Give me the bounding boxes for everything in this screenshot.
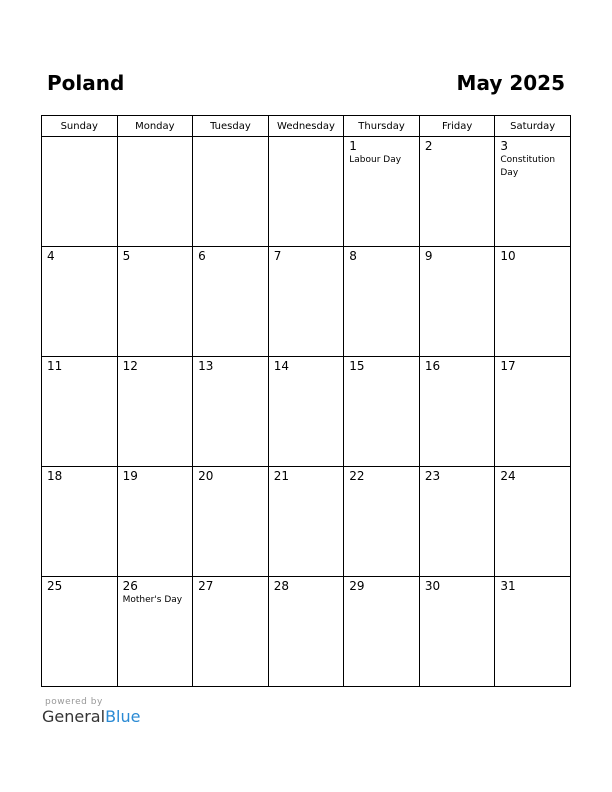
day-cell [419, 137, 495, 247]
weekday-header-monday: Monday [117, 116, 193, 137]
day-cell [344, 137, 420, 247]
day-cell [268, 247, 344, 357]
week-row [42, 467, 571, 577]
holiday-label: Constitution Day [500, 155, 556, 178]
day-cell [344, 247, 420, 357]
day-number: 26 [122, 579, 138, 593]
day-number: 19 [122, 469, 138, 483]
day-number: 30 [424, 579, 441, 593]
holiday-label: Mother's Day [122, 595, 183, 605]
day-number: 3 [500, 139, 509, 153]
day-number: 7 [273, 249, 282, 263]
weekday-header-friday: Friday [419, 116, 495, 137]
day-cell [193, 467, 269, 577]
weekday-header-saturday: Saturday [495, 116, 571, 137]
day-cell [495, 247, 571, 357]
day-cell [42, 357, 118, 467]
day-number: 13 [198, 359, 214, 373]
day-cell [117, 137, 193, 247]
week-row [42, 577, 571, 687]
day-cell [268, 577, 344, 687]
brand-logo [42, 707, 140, 726]
day-number: 8 [349, 249, 357, 263]
day-cell [42, 247, 118, 357]
day-cell [42, 467, 118, 577]
day-number: 10 [500, 249, 516, 263]
weekday-header-sunday: Sunday [42, 116, 118, 137]
day-cell [495, 357, 571, 467]
day-number: 29 [349, 579, 365, 593]
day-number: 22 [349, 469, 365, 483]
day-number: 6 [198, 249, 206, 263]
day-number: 21 [273, 469, 289, 483]
day-number: 1 [349, 139, 357, 153]
weekday-header-thursday: Thursday [344, 116, 420, 137]
day-number: 31 [500, 579, 516, 593]
day-cell [419, 357, 495, 467]
day-cell [42, 577, 118, 687]
day-cell [419, 247, 495, 357]
month-title: May 2025 [456, 71, 565, 95]
powered-by-text: powered by [45, 697, 103, 707]
day-cell [268, 357, 344, 467]
day-number: 4 [47, 249, 55, 263]
day-number: 23 [424, 469, 441, 483]
calendar-body [42, 137, 571, 687]
day-number: 18 [47, 469, 63, 483]
day-number: 28 [273, 579, 289, 593]
week-row [42, 247, 571, 357]
day-cell [42, 137, 118, 247]
day-number: 24 [500, 469, 516, 483]
day-cell [193, 137, 269, 247]
day-cell [419, 467, 495, 577]
day-number: 27 [198, 579, 214, 593]
day-cell [344, 577, 420, 687]
day-cell [117, 467, 193, 577]
country-title: Poland [47, 71, 125, 95]
calendar-grid [41, 115, 571, 687]
day-number: 9 [424, 249, 433, 263]
day-number: 15 [349, 359, 365, 373]
day-cell [117, 577, 193, 687]
day-cell [268, 137, 344, 247]
day-number: 14 [273, 359, 289, 373]
week-row [42, 137, 571, 247]
week-row [42, 357, 571, 467]
weekday-header-row [42, 116, 571, 137]
day-cell [495, 137, 571, 247]
day-number: 20 [198, 469, 214, 483]
day-cell [344, 467, 420, 577]
weekday-header-wednesday: Wednesday [268, 116, 344, 137]
day-number: 17 [500, 359, 516, 373]
day-cell [495, 577, 571, 687]
brand-name-part2: Blue [105, 707, 141, 726]
day-cell [344, 357, 420, 467]
day-cell [419, 577, 495, 687]
weekday-header-tuesday: Tuesday [193, 116, 269, 137]
day-cell [193, 247, 269, 357]
day-cell [117, 247, 193, 357]
day-cell [117, 357, 193, 467]
day-number: 5 [122, 249, 131, 263]
day-number: 25 [47, 579, 63, 593]
day-cell [495, 467, 571, 577]
brand-name-part1: General [42, 707, 106, 726]
day-cell [268, 467, 344, 577]
day-number: 2 [424, 139, 433, 153]
day-cell [193, 577, 269, 687]
day-cell [193, 357, 269, 467]
day-number: 16 [424, 359, 441, 373]
day-number: 11 [47, 359, 63, 373]
holiday-label: Labour Day [349, 155, 402, 165]
day-number: 12 [122, 359, 138, 373]
